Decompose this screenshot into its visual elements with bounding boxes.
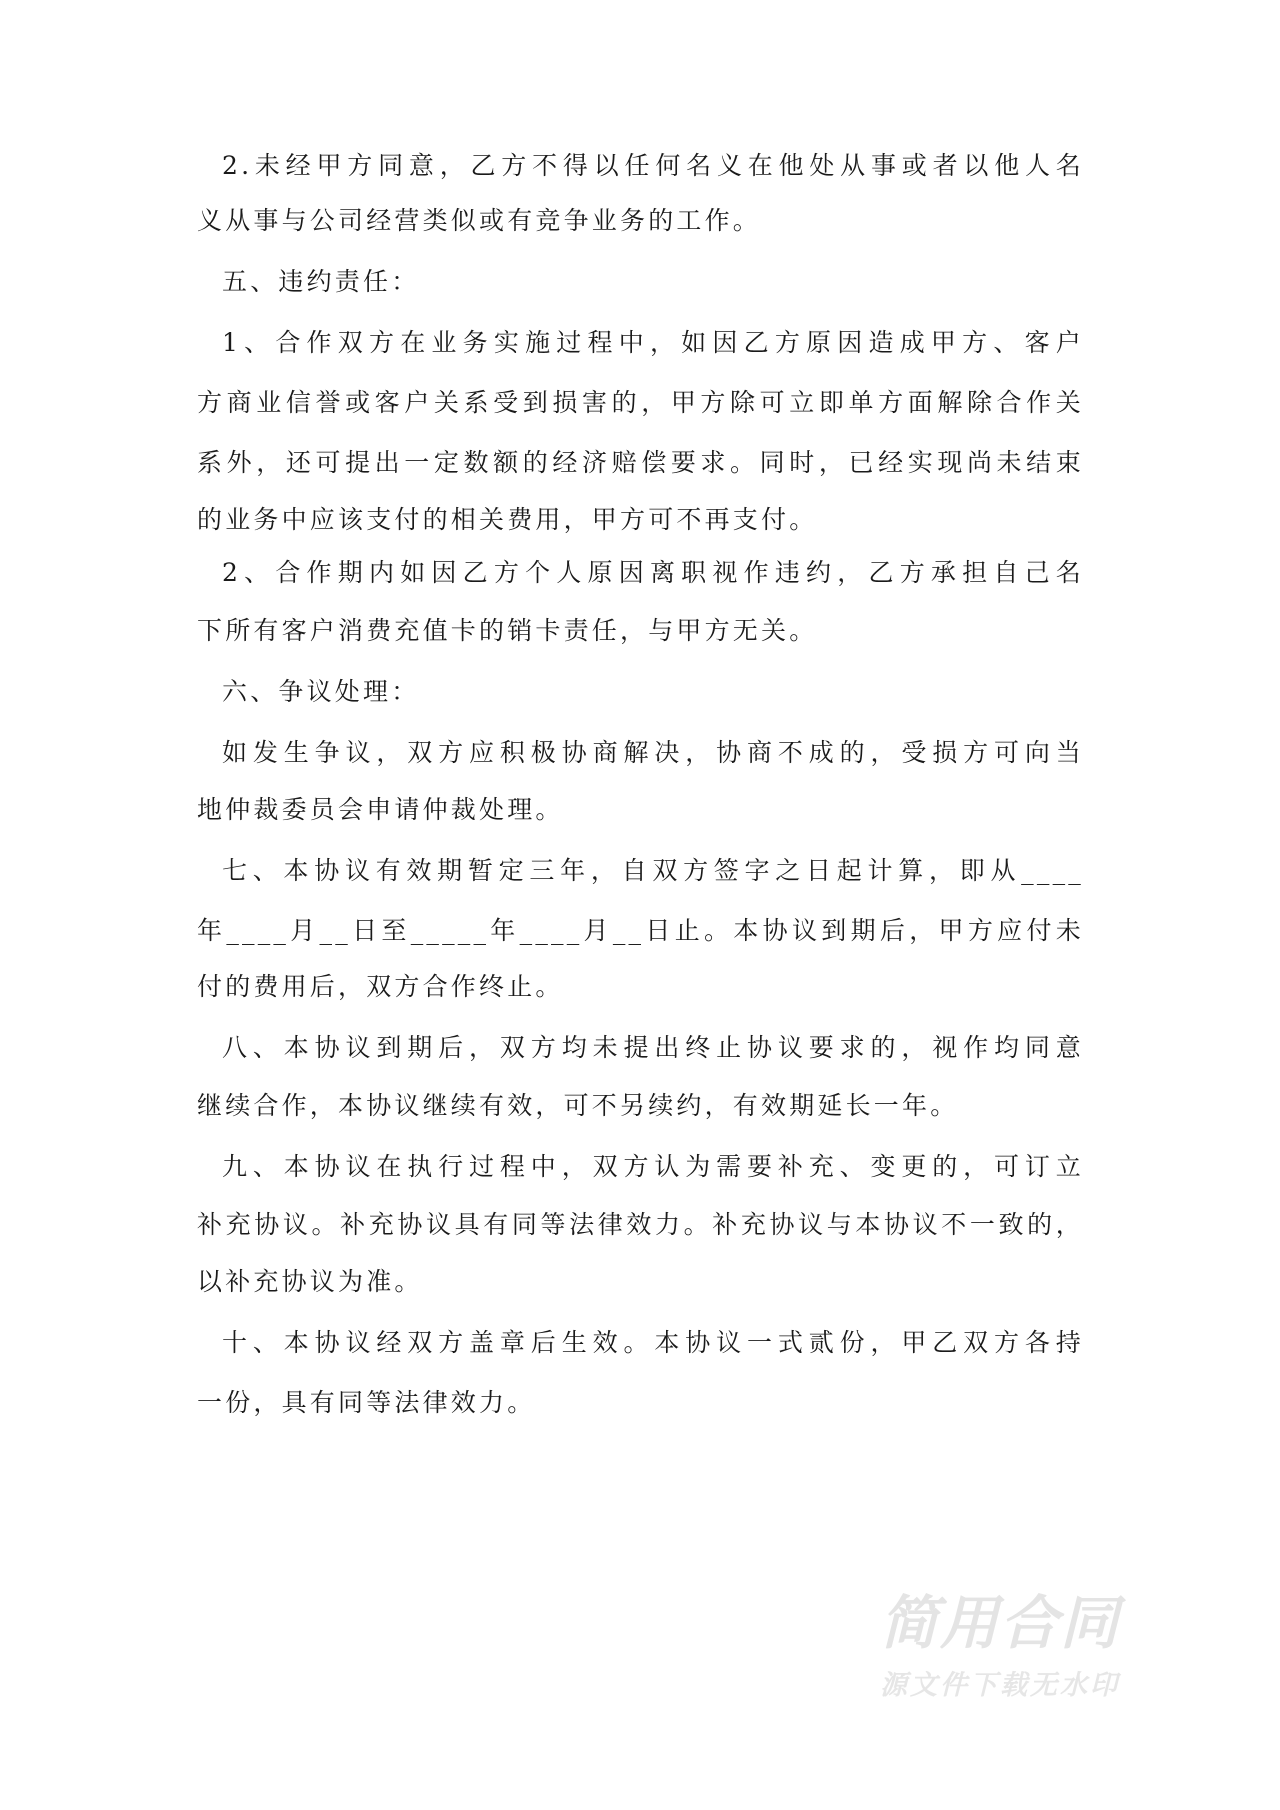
document-line: 七、本协议有效期暂定三年，自双方签字之日起计算，即从____	[222, 856, 1084, 885]
document-line: 付的费用后，双方合作终止。	[197, 972, 564, 1001]
document-line: 1、合作双方在业务实施过程中，如因乙方原因造成甲方、客户	[222, 328, 1084, 357]
document-line: 系外，还可提出一定数额的经济赔偿要求。同时，已经实现尚未结束	[197, 448, 1084, 477]
document-line: 八、本协议到期后，双方均未提出终止协议要求的，视作均同意	[222, 1033, 1084, 1062]
document-line: 以补充协议为准。	[197, 1267, 423, 1296]
watermark	[880, 1590, 1200, 1704]
document-line: 地仲裁委员会申请仲裁处理。	[197, 795, 564, 824]
document-line: 一份，具有同等法律效力。	[197, 1388, 536, 1417]
document-line: 义从事与公司经营类似或有竞争业务的工作。	[197, 206, 762, 235]
document-line: 五、违约责任：	[222, 267, 420, 296]
document-line: 2、合作期内如因乙方个人原因离职视作违约，乙方承担自己名	[222, 558, 1084, 587]
document-line: 九、本协议在执行过程中，双方认为需要补充、变更的，可订立	[222, 1152, 1084, 1181]
document-line: 补充协议。补充协议具有同等法律效力。补充协议与本协议不一致的，	[197, 1210, 1084, 1239]
watermark-subtitle: 源文件下载无水印	[880, 1670, 1120, 1701]
watermark-title: 简用合同	[880, 1589, 1121, 1657]
document-line: 十、本协议经双方盖章后生效。本协议一式贰份，甲乙双方各持	[222, 1328, 1084, 1357]
document-line: 2.未经甲方同意，乙方不得以任何名义在他处从事或者以他人名	[222, 151, 1084, 180]
document-line: 年____月__日至_____年____月__日止。本协议到期后，甲方应付未	[197, 916, 1084, 945]
document-line: 如发生争议，双方应积极协商解决，协商不成的，受损方可向当	[222, 738, 1084, 767]
document-line: 的业务中应该支付的相关费用，甲方可不再支付。	[197, 505, 818, 534]
document-line: 下所有客户消费充值卡的销卡责任，与甲方无关。	[197, 616, 818, 645]
document-line: 方商业信誉或客户关系受到损害的，甲方除可立即单方面解除合作关	[197, 388, 1084, 417]
document-line: 继续合作，本协议继续有效，可不另续约，有效期延长一年。	[197, 1091, 959, 1120]
document-line: 六、争议处理：	[222, 677, 420, 706]
